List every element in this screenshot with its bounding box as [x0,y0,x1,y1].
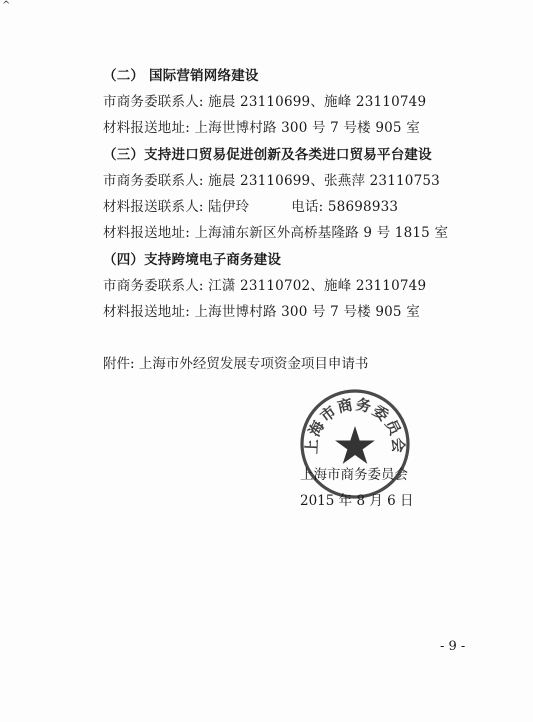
section-heading-international-marketing [103,67,259,85]
contact-line [103,172,440,190]
address-text: 材料报送地址: 上海世博村路 300 号 7 号楼 905 室 [103,120,420,136]
section-heading-text: （三）支持进口贸易促进创新及各类进口贸易平台建设 [103,147,432,163]
svg-text:上海市商务委员会: 上海市商务委员会 [302,395,408,455]
phone-text: 电话: 58698933 [291,199,399,215]
contact-text: 市商务委联系人: 施晨 23110699、施峰 23110749 [103,94,427,110]
address-text: 材料报送地址: 上海世博村路 300 号 7 号楼 905 室 [103,304,420,320]
section-heading-import-trade [103,146,432,164]
section-heading-text: （二） 国际营销网络建设 [103,68,259,84]
address-line [103,119,420,137]
signature-organization: 上海市商务委员会 [300,467,408,483]
corner-mark: ^ [2,0,11,11]
attachment-note: 附件: 上海市外经贸发展专项资金项目申请书 [103,356,369,372]
section-heading-text: （四）支持跨境电子商务建设 [103,252,282,268]
contact-line [103,277,426,295]
material-contact-text: 材料报送联系人: 陆伊玲 [103,199,250,215]
contact-text: 市商务委联系人: 江潇 23110702、施峰 23110749 [103,278,427,294]
address-text: 材料报送地址: 上海浦东新区外高桥基隆路 9 号 1815 室 [103,225,449,241]
contact-line [103,93,426,111]
address-line [103,224,448,242]
section-heading-cross-border-ecommerce [103,251,281,269]
contact-text: 市商务委联系人: 施晨 23110699、张燕萍 23110753 [103,173,440,189]
page-number: - 9 - [440,639,466,654]
signature-date: 2015 年 8 月 6 日 [300,493,414,509]
material-contact-line [103,198,398,216]
address-line [103,303,420,321]
